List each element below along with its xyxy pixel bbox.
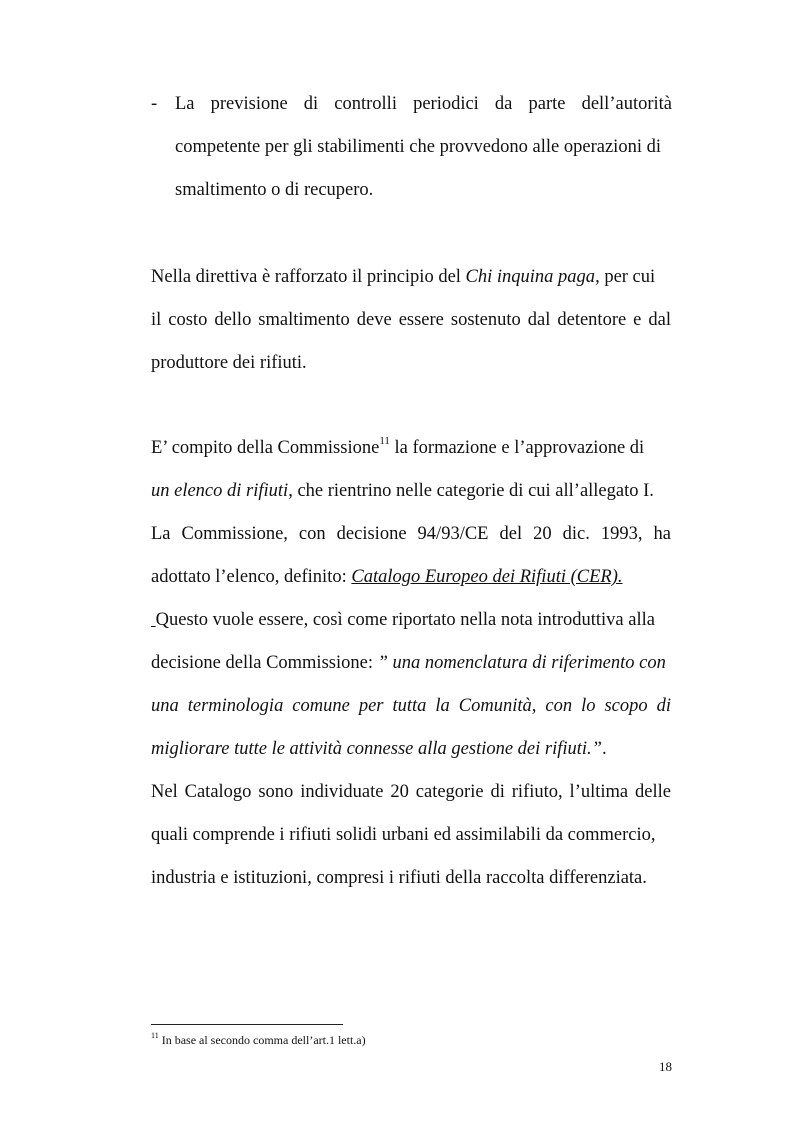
- footnote-text: In base al secondo comma dell’art.1 lett.a): [158, 1033, 366, 1047]
- paragraph2-line-8: migliorare tutte le attività connesse alla gestione dei rifiuti.”.: [151, 739, 607, 759]
- paragraph2-line-5: Questo vuole essere, così come riportato nella nota introduttiva alla: [155, 610, 655, 630]
- paragraph2-line-1: E’ compito della Commissione$^{11}$ la formazione e l’approvazione di: [151, 434, 645, 458]
- quotation-end: migliorare tutte le attività connesse alla gestione dei rifiuti.”: [151, 739, 602, 759]
- bullet-line-2: competente per gli stabilimenti che provvedono alle operazioni di: [175, 137, 661, 157]
- paragraph2-line-6: decisione della Commissione: ” una nomenclatura di riferimento con: [151, 653, 666, 673]
- paragraph1-line-2: il costo dello smaltimento deve essere sostenuto dal detentore e dal: [151, 310, 671, 330]
- footnote-reference[interactable]: 11: [379, 434, 390, 447]
- paragraph1-line-1: Nella direttiva è rafforzato il principio del Chi inquina paga, per cui: [151, 267, 656, 287]
- bullet-line-1: La previsione di controlli periodici da parte dell’autorità: [175, 94, 672, 114]
- page-number: 18: [659, 1059, 672, 1074]
- footnote: [151, 1032, 366, 1048]
- chi-inquina-paga-phrase: Chi inquina paga: [465, 267, 596, 287]
- paragraph2-line-4: adottato l’elenco, definito: Catalogo Europeo dei Rifiuti (CER).: [151, 567, 623, 587]
- paragraph2-line-3: La Commissione, con decisione 94/93/CE del 20 dic. 1993, ha: [151, 524, 671, 544]
- paragraph2-line-2: un elenco di rifiuti, che rientrino nelle categorie di cui all’allegato I.: [151, 481, 654, 501]
- paragraph2-line-9: Nel Catalogo sono individuate 20 categorie di rifiuto, l’ultima delle: [151, 782, 671, 802]
- bullet-line-3: smaltimento o di recupero.: [175, 180, 374, 200]
- paragraph2-line-11: industria e istituzioni, compresi i rifiuti della raccolta differenziata.: [151, 868, 647, 888]
- catalogo-cer-title: Catalogo Europeo dei Rifiuti (CER).: [351, 567, 623, 587]
- paragraph1-line-3: produttore dei rifiuti.: [151, 353, 307, 373]
- quotation-start: ” una nomenclatura di riferimento con: [377, 653, 666, 673]
- elenco-rifiuti-phrase: un elenco di rifiuti: [151, 481, 289, 501]
- footnote-separator: [151, 1024, 343, 1025]
- paragraph2-line-10: quali comprende i rifiuti solidi urbani ed assimilabili da commercio,: [151, 825, 656, 845]
- bullet-marker: -: [151, 94, 158, 114]
- footnote-number: 11: [151, 1031, 159, 1040]
- paragraph2-line-7: una terminologia comune per tutta la Comunità, con lo scopo di: [151, 696, 671, 716]
